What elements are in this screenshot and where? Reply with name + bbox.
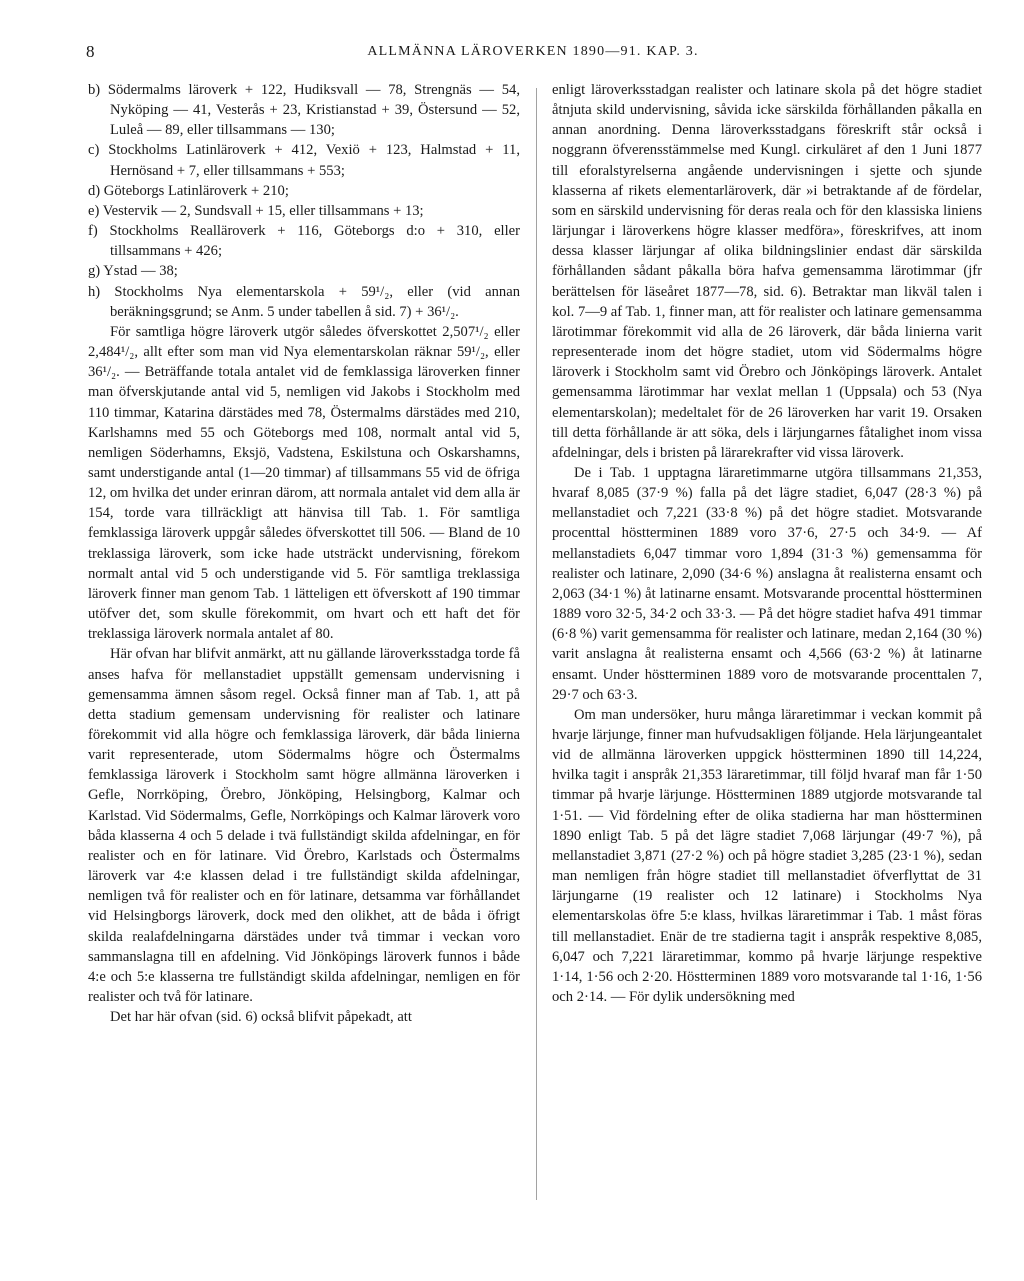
list-item: d) Göteborgs Latinläroverk + 210; xyxy=(88,182,289,199)
left-column xyxy=(88,80,520,1027)
list-item: b) Södermalms läroverk + 122, Hudiksvall — 78, Strengnäs — 54, Nyköping — 41, Vesterås + 23, Kristianstad + 39, Östersund — 52, Luleå — 89, eller tillsammans — 130; xyxy=(88,82,520,139)
column-divider xyxy=(536,88,537,1200)
paragraph: De i Tab. 1 upptagna läraretimmarne utgöra tillsammans 21,353, hvaraf 8,085 (37·9 %) falla på det lägre stadiet, 6,047 (28·3 %) på mellanstadiet och 7,221 (33·8 %) på det högre stadiet. Motsvarande procenttal höstterminen 1889 voro 37·6, 27·5 och 34·9. — Af mellanstadiets 6,047 timmar voro 1,894 (31·3 %) gemensamma för realister och latinare, 2,090 (34·6 %) anslagna åt realisterna ensamt och 2,063 (34·1 %) åt latinarne ensamt. Motsvarande procenttal höstterminen 1889 voro 32·5, 34·2 och 33·3. — På det högre stadiet hafva 491 timmar (6·8 %) varit gemensamma för realister och latinare, medan 2,164 (30 %) varit anslagna åt realisterna ensamt och 4,566 (63·2 %) åt latinarne ensamt. Under höstterminen 1889 voro de motsvarande procenttalen 7, 29·7 och 63·3. xyxy=(552,464,982,703)
paragraph: Här ofvan har blifvit anmärkt, att nu gällande läroverksstadga torde få anses hafva för mellanstadiet uppställt gemensam undervisning i gemensamma ämnen såsom regel. Också finner man af Tab. 1, att på detta stadium gemensam undervisning för realister och latinare förekommit vid alla högre och femklassiga läroverk, där båda linierna varit representerade, utom Södermalms högre och Östermalms femklassiga läroverk i Stockholm samt högre allmänna läroverken i Gefle, Norrköping, Örebro, Jönköping, Helsingborg, Kalmar och Karlstad. Vid Södermalms, Gefle, Norrköpings och Kalmar läroverk voro båda klasserna 4 och 5 delade i tvä fullständigt skilda afdelningar, en för realister och en för latinare. Vid Örebro, Karlstads och Östermalms läroverk var 4:e klassen delad i tre fullständigt skilda afdelningar, nemligen två för realister och en för latinare, detsamma var förhållandet vid Helsingborgs läroverk, dock med den olikhet, att de båda i öfrigt skilda realafdelningarna därstädes under två timmar i veckan voro sammanslagna till en afdelning. Vid Jönköpings läroverk funnos i både 4:e och 5:e klasserna tre fullständigt skilda afdelningar, nemligen en för realister och två för latinare. xyxy=(88,646,520,1006)
paragraph: För samtliga högre läroverk utgör således öfverskottet 2,507¹/₂ eller 2,484¹/₂, allt efter som man vid Nya elementarskolan räknar 59¹/₂, eller 36¹/₂. — Beträffande totala antalet vid de femklassiga läroverken finner man öfverskjutande antal vid 5, nemligen vid Jakobs i Stockholm med 110 timmar, Katarina därstädes med 78, Östermalms därstädes med 210, Karlshamns med 55 och Göteborgs med 108, normalt antal vid 5, nemligen Söderhamns, Eksjö, Vadstena, Eskilstuna och Oskarshamns, samt understigande antal (1—20 timmar) af tillsammans 55 vid de öfriga 12, om hvilka det under erinran därom, att normala antalet vid dem alla är 154, torde vara tillräckligt att hänvisa till Tab. 1. För samtliga femklassiga läroverk uppgår således öfverskottet till 506. — Bland de 10 treklassiga läroverk, som icke hade utsträckt undervisning, förekom normalt antal vid 5 och understigande vid 5. För samtliga treklassiga läroverk finner man genom Tab. 1 lätteligen ett öfverskott af 190 timmar utöfver det, som skulle förekommit, om hvart och ett haft det för treklassiga läroverk normala antalet af 80. xyxy=(88,323,520,643)
page-header xyxy=(86,42,980,64)
paragraph: enligt läroverksstadgan realister och latinare skola på det högre stadiet åtnjuta skild undervisning, såvida icke särskilda förhållanden påkalla en annan anordning. Denna läroverksstadgans föreskrift står också i noggrann öfverensstämmelse med Kungl. cirkuläret af den 1 Juni 1877 till eforalstyrelserna angående undervisningen i sjette och sjunde klasserna af rikets elementarläroverk, där »i betraktande af de fördelar, som en särskild undervisning för deras reala och för den klassiska liniens lärjungar i läroverkens högre klasser medföra», föreskrifves, att inom dessa klasser lärjungar af olika bildningslinier endast där särskilda förhållanden sådant påkalla böra hafva gemensamma lärotimmar (jfr berättelsen för läseåret 1877—78, sid. 6). Betraktar man likväl talen i kol. 7—9 af Tab. 1, finner man, att för realister och latinare gemensamma lärotimmar förekommit vid alla de 26 läroverk, där båda linierna varit representerade inom det högre stadiet, utom vid Södermalms högre läroverk i Stockholm samt vid Örebro och Jönköpings läroverk. Antalet gemensamma lärotimmar har vexlat mellan 1 (Uppsala) och 53 (Nya elementarskolan); medeltalet för de 26 läroverken har varit 19. Orsaken till detta förhållande är att söka, dels i lärjungarnes fåtalighet inom vissa afdelningar, dels i bristen på lärarekrafter vid vissa läroverk. xyxy=(552,82,982,461)
list-item: f) Stockholms Realläroverk + 116, Göteborgs d:o + 310, eller tillsammans + 426; xyxy=(88,223,520,260)
list-item: c) Stockholms Latinläroverk + 412, Vexiö + 123, Halmstad + 11, Hernösand + 7, eller tillsammans + 553; xyxy=(88,142,520,179)
paragraph: Det har här ofvan (sid. 6) också blifvit påpekadt, att xyxy=(110,1009,412,1026)
paragraph: Om man undersöker, huru många läraretimmar i veckan kommit på hvarje lärjunge, finner man hufvudsakligen följande. Hela lärjungeantalet vid de allmänna läroverken uppgick höstterminen 1890 till 14,224, hvilka tagit i anspråk 21,353 läraretimmar, till följd hvaraf man får 1·50 timmar på hvarje lärjunge. Höstterminen 1889 utgjorde motsvarande tal 1·51. — Vid fördelning efter de olika stadierna har man höstterminen 1890 enligt Tab. 5 på det lägre stadiet 7,068 lärjungar (49·7 %), på mellanstadiet 3,871 (27·2 %) och på högre stadiet 3,285 (23·1 %), sedan man nemligen från högre stadiet till mellanstadiet öfverflyttat de 31 lärjungarne (19 realister och 12 latinare) i Stockholms Nya elementarskolas öfre 5:e klass, hvilkas läraretimmar i Tab. 1 måst föras till mellanstadiet. Enär de tre stadierna tagit i anspråk respektive 8,085, 6,047 och 7,221 läraretimmar, kommo på hvarje lärjunge respektive 1·14, 1·56 och 2·20. Höstterminen 1889 voro motsvarande tal 1·16, 1·56 och 2·14. — För dylik undersökning med xyxy=(552,706,982,1006)
right-column xyxy=(552,80,982,1007)
list-item: g) Ystad — 38; xyxy=(88,263,178,280)
page-number: 8 xyxy=(86,42,95,61)
list-item: e) Vestervik — 2, Sundsvall + 15, eller tillsammans + 13; xyxy=(88,202,424,219)
running-head: ALLMÄNNA LÄROVERKEN 1890—91. KAP. 3. xyxy=(367,44,699,59)
list-item: h) Stockholms Nya elementarskola + 59¹/₂, eller (vid annan beräkningsgrund; se Anm. 5 under tabellen å sid. 7) + 36¹/₂. xyxy=(88,283,520,320)
